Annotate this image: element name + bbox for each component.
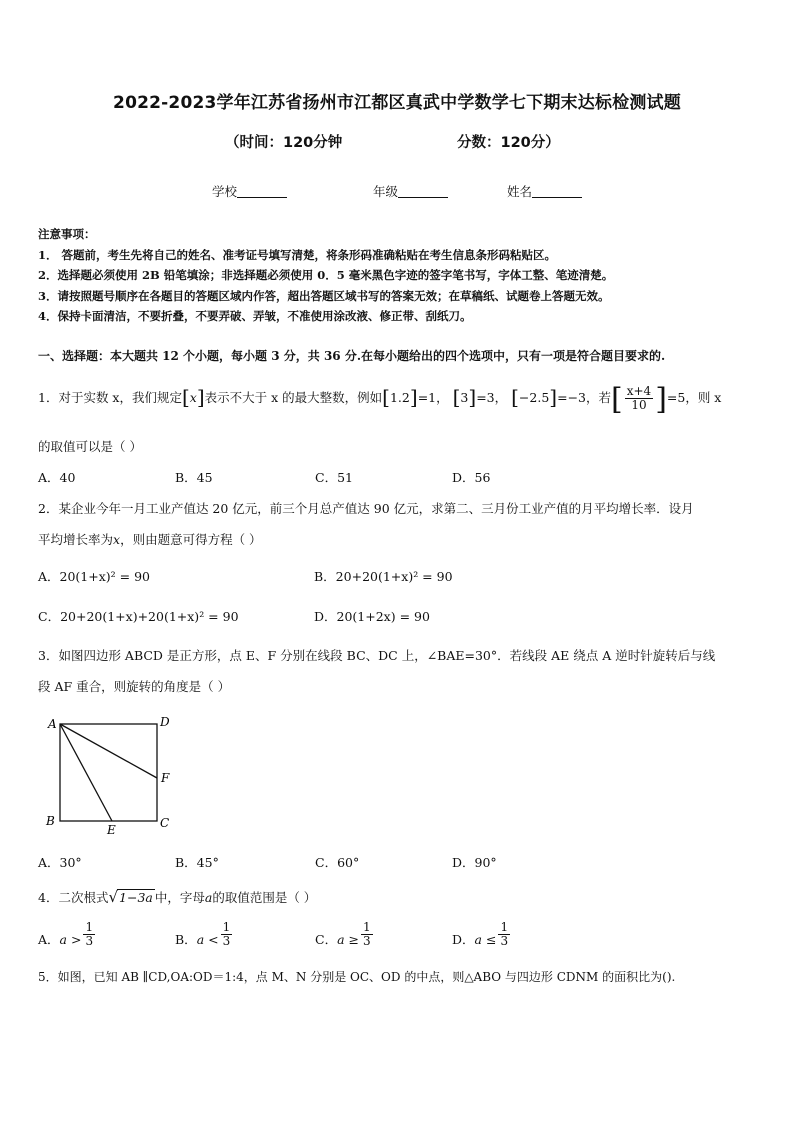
q4-radicand: 1−3a xyxy=(119,890,153,905)
section-heading: 一、选择题：本大题共 12 个小题，每小题 3 分，共 36 分.在每小题给出的四个选项中，只有一项是符合题目要求的. xyxy=(38,349,666,363)
q3-option-c: C．60° xyxy=(315,855,360,870)
q4-option-d xyxy=(452,920,512,948)
q4-option-rel: a > xyxy=(59,932,82,947)
grade-blank xyxy=(398,185,448,198)
note-item: 4．保持卡面清洁，不要折叠，不要弄破、弄皱，不准使用涂改液、修正带、刮纸刀。 xyxy=(38,309,472,323)
q4-option-b xyxy=(175,920,234,948)
q1-text: 1．对于实数 x，我们规定 xyxy=(38,390,182,405)
q4-option-fraction xyxy=(361,921,373,947)
fraction-den: 3 xyxy=(362,934,371,948)
q4-option-label: C． xyxy=(315,932,338,947)
q2-option-c: C．20+20(1+x)+20(1+x)² = 90 xyxy=(38,609,239,624)
q1-option-b: B．45 xyxy=(175,470,213,485)
q3-option-b: B．45° xyxy=(175,855,219,870)
question-2-line-1: 2．某企业今年一月工业产值达 20 亿元，前三个月总产值达 90 亿元，求第二、三月份工业产值的月平均增长率．设月 xyxy=(38,501,694,516)
q4-text: 的取值范围是（ ） xyxy=(212,890,317,905)
q1-fraction-num: x+4 xyxy=(626,384,652,399)
q1-example-result: =−3，若 xyxy=(557,390,611,405)
q1-floor-var: x xyxy=(189,390,197,405)
fraction-den: 3 xyxy=(85,934,94,948)
q1-example: 3 xyxy=(460,390,469,405)
note-item: 1． 答题前，考生先将自己的姓名、准考证号填写清楚，将条形码准确粘贴在考生信息条形码粘贴区。 xyxy=(38,247,556,262)
question-1-line-1: 1．对于实数 x，我们规定[x]表示不大于 x 的最大整数，例如[1.2]=1， [3]=3， [−2.5]=−3，若[ $\frac{x+4}{10}$ ]=5，则 x xyxy=(38,382,722,417)
q4-text: 4．二次根式 xyxy=(38,890,109,905)
question-3-line-1: 3．如图四边形 ABCD 是正方形，点 E、F 分别在线段 BC、DC 上，∠BAE=30°．若线段 AE 绕点 A 逆时针旋转后与线 xyxy=(38,648,716,663)
school-field xyxy=(212,182,287,200)
q4-option-rel: a ≤ xyxy=(474,932,497,947)
q1-example: 1.2 xyxy=(389,390,410,405)
exam-score: 分数：120分） xyxy=(457,135,560,151)
question-1-line-2: 的取值可以是（ ） xyxy=(38,439,142,454)
fraction-den: 3 xyxy=(500,934,509,948)
q4-option-a xyxy=(38,920,97,948)
q1-example: −2.5 xyxy=(518,390,550,405)
q3-option-d: D．90° xyxy=(452,855,497,870)
fraction-num: 1 xyxy=(222,920,231,935)
q4-option-label: D． xyxy=(452,932,475,947)
fraction-num: 1 xyxy=(85,920,94,935)
q4-option-rel: a ≥ xyxy=(337,932,359,947)
q4-option-fraction xyxy=(498,921,510,947)
label-b: B xyxy=(46,814,55,828)
q1-fraction-den: 10 xyxy=(631,398,647,412)
grade-label: 年级 xyxy=(373,184,399,199)
q4-option-label: B． xyxy=(175,932,197,947)
grade-field xyxy=(373,182,448,200)
question-4-line-1: 4．二次根式√1−3a 中，字母a的取值范围是（ ） xyxy=(38,888,317,906)
school-blank xyxy=(237,185,287,198)
q1-option-c: C．51 xyxy=(315,470,353,485)
q2-text: ，则由题意可得方程（ ） xyxy=(120,532,262,547)
q2-text: 平均增长率为 xyxy=(38,532,114,547)
label-a: A xyxy=(48,717,57,731)
question-2-line-2 xyxy=(38,530,262,548)
name-field xyxy=(507,182,582,200)
q2-option-d: D．20(1+2x) = 90 xyxy=(314,609,430,624)
q2-option-a: A．20(1+x)² = 90 xyxy=(38,569,150,584)
q3-option-a: A．30° xyxy=(38,855,82,870)
q1-example-result: =3， xyxy=(476,390,508,405)
q1-example-result: =1， xyxy=(417,390,449,405)
q1-text: =5，则 x xyxy=(666,390,722,405)
note-item: 2．选择题必须使用 2B 铅笔填涂；非选择题必须使用 0．5 毫米黑色字迹的签字笔书写，字体工整、笔迹清楚。 xyxy=(38,268,614,282)
q1-option-d: D．56 xyxy=(452,470,491,485)
exam-title: 2022-2023学年江苏省扬州市江都区真武中学数学七下期末达标检测试题 xyxy=(113,93,681,113)
q2-option-b: B．20+20(1+x)² = 90 xyxy=(314,569,453,584)
notes-block xyxy=(38,224,613,327)
q1-fraction xyxy=(625,385,653,411)
q4-option-fraction xyxy=(221,921,233,947)
question-5-line-1: 5．如图，已知 AB ∥CD,OA:OD＝1:4，点 M、N 分别是 OC、OD 的中点，则△ABO 与四边形 CDNM 的面积比为(). xyxy=(38,970,676,984)
q1-text: 表示不大于 x 的最大整数，例如 xyxy=(204,390,383,405)
question-3-line-2: 段 AF 重合，则旋转的角度是（ ） xyxy=(38,679,231,694)
label-e: E xyxy=(107,823,116,837)
label-f: F xyxy=(161,771,170,785)
name-label: 姓名 xyxy=(507,184,533,199)
label-d: D xyxy=(160,715,170,729)
q4-variable: a xyxy=(204,890,213,905)
name-blank xyxy=(532,185,582,198)
square-abcd xyxy=(60,724,157,821)
fraction-num: 1 xyxy=(362,920,371,935)
q4-option-label: A． xyxy=(38,932,60,947)
fraction-num: 1 xyxy=(500,920,509,935)
q4-option-rel: a < xyxy=(196,932,219,947)
q2-variable: x xyxy=(113,532,121,547)
square-figure xyxy=(40,712,190,837)
q4-text: 中，字母 xyxy=(154,890,205,905)
school-label: 学校 xyxy=(212,184,238,199)
label-c: C xyxy=(160,816,170,830)
fraction-den: 3 xyxy=(222,934,231,948)
q1-option-a: A．40 xyxy=(38,470,76,485)
q4-option-c xyxy=(315,920,375,948)
exam-time: （时间：120分钟 xyxy=(225,135,343,151)
notes-heading: 注意事项： xyxy=(38,227,96,241)
q4-option-fraction xyxy=(83,921,95,947)
note-item: 3．请按照题号顺序在各题目的答题区域内作答，超出答题区域书写的答案无效；在草稿纸、试题卷上答题无效。 xyxy=(38,288,610,303)
